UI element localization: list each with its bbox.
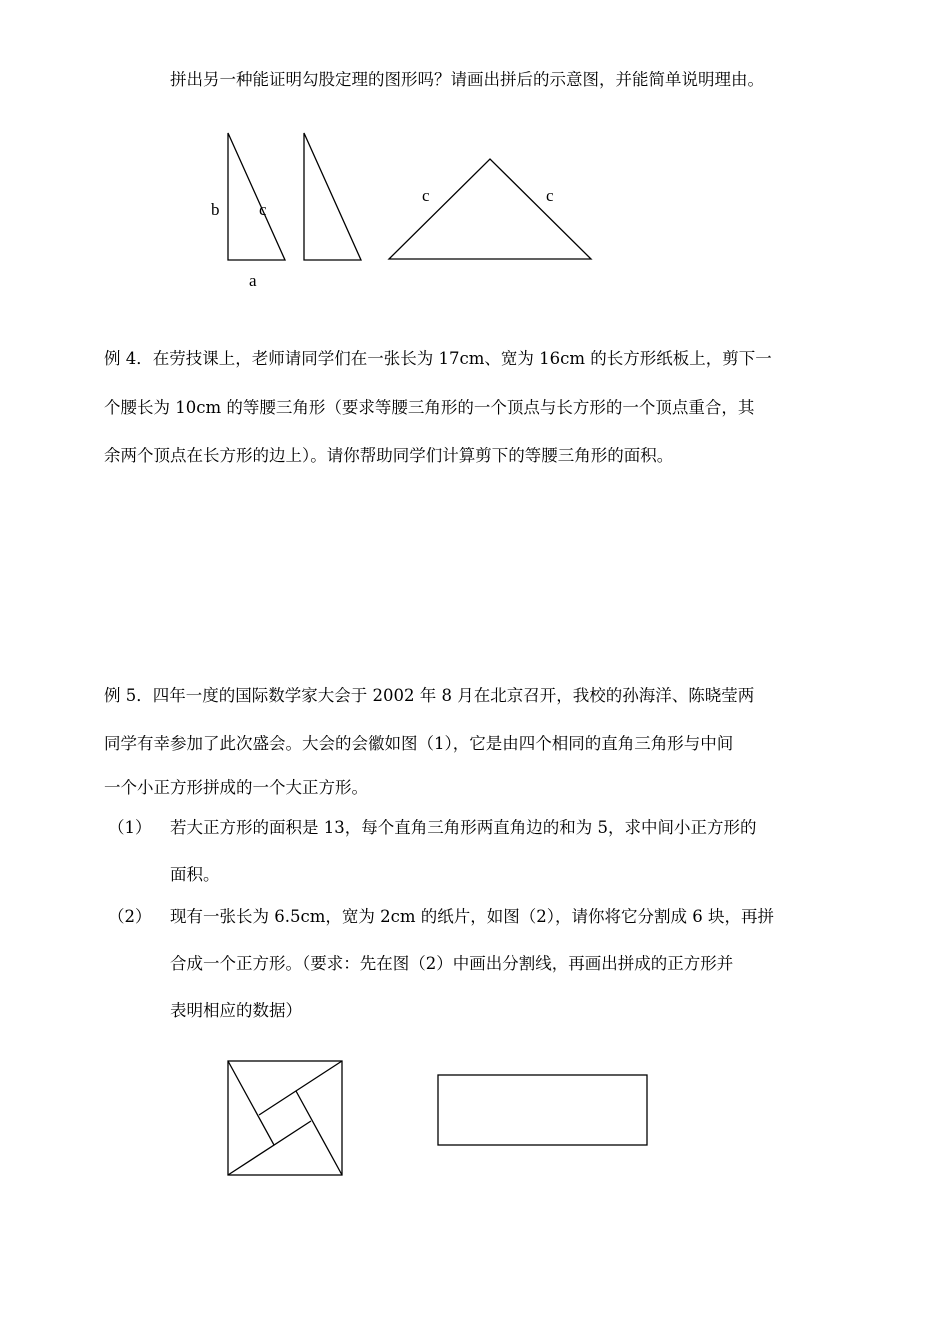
example5-line-2: 同学有幸参加了此次盛会。大会的会徽如图（1），它是由四个相同的直角三角形与中间 — [104, 734, 734, 753]
right-triangle-2 — [304, 133, 361, 260]
question2-line-2: 合成一个正方形。（要求：先在图（2）中画出分割线，再画出拼成的正方形并 — [170, 954, 734, 973]
example4-line-3: 余两个顶点在长方形的边上）。请你帮助同学们计算剪下的等腰三角形的面积。 — [104, 446, 674, 465]
emblem-line-4 — [228, 1121, 311, 1175]
intro-text: 拼出另一种能证明勾股定理的图形吗？请画出拼后的示意图，并能简单说明理由。 — [170, 70, 764, 89]
emblem-outer-square — [228, 1061, 342, 1175]
label-a: a — [249, 271, 257, 290]
question1-line-2: 面积。 — [170, 865, 220, 884]
emblem-line-2 — [259, 1061, 342, 1115]
example4-line-2: 个腰长为 10cm 的等腰三角形（要求等腰三角形的一个顶点与长方形的一个顶点重合，其 — [104, 398, 755, 417]
example5-line-1: 例 5．四年一度的国际数学家大会于 2002 年 8 月在北京召开，我校的孙海洋、陈晓莹两 — [104, 686, 755, 705]
label-c-left: c — [422, 186, 430, 205]
example5-line-3: 一个小正方形拼成的一个大正方形。 — [104, 778, 368, 797]
emblem-line-3 — [296, 1091, 342, 1175]
question2-line-3: 表明相应的数据） — [170, 1001, 302, 1020]
label-c-hypotenuse: c — [259, 200, 267, 219]
question1-number: （1） — [108, 818, 152, 837]
right-triangle-1 — [228, 133, 285, 260]
example4-line-1: 例 4．在劳技课上，老师请同学们在一张长为 17cm、宽为 16cm 的长方形纸板上，剪下一 — [104, 349, 772, 368]
question2-line-1: 现有一张长为 6.5cm，宽为 2cm 的纸片，如图（2），请你将它分割成 6 块，再拼 — [170, 907, 774, 926]
label-b: b — [211, 200, 220, 219]
paper-rectangle — [438, 1075, 647, 1145]
label-c-right: c — [546, 186, 554, 205]
question2-number: （2） — [108, 907, 152, 926]
emblem-line-1 — [228, 1061, 274, 1145]
isosceles-triangle — [389, 159, 591, 259]
question1-line-1: 若大正方形的面积是 13，每个直角三角形两直角边的和为 5，求中间小正方形的 — [170, 818, 757, 837]
